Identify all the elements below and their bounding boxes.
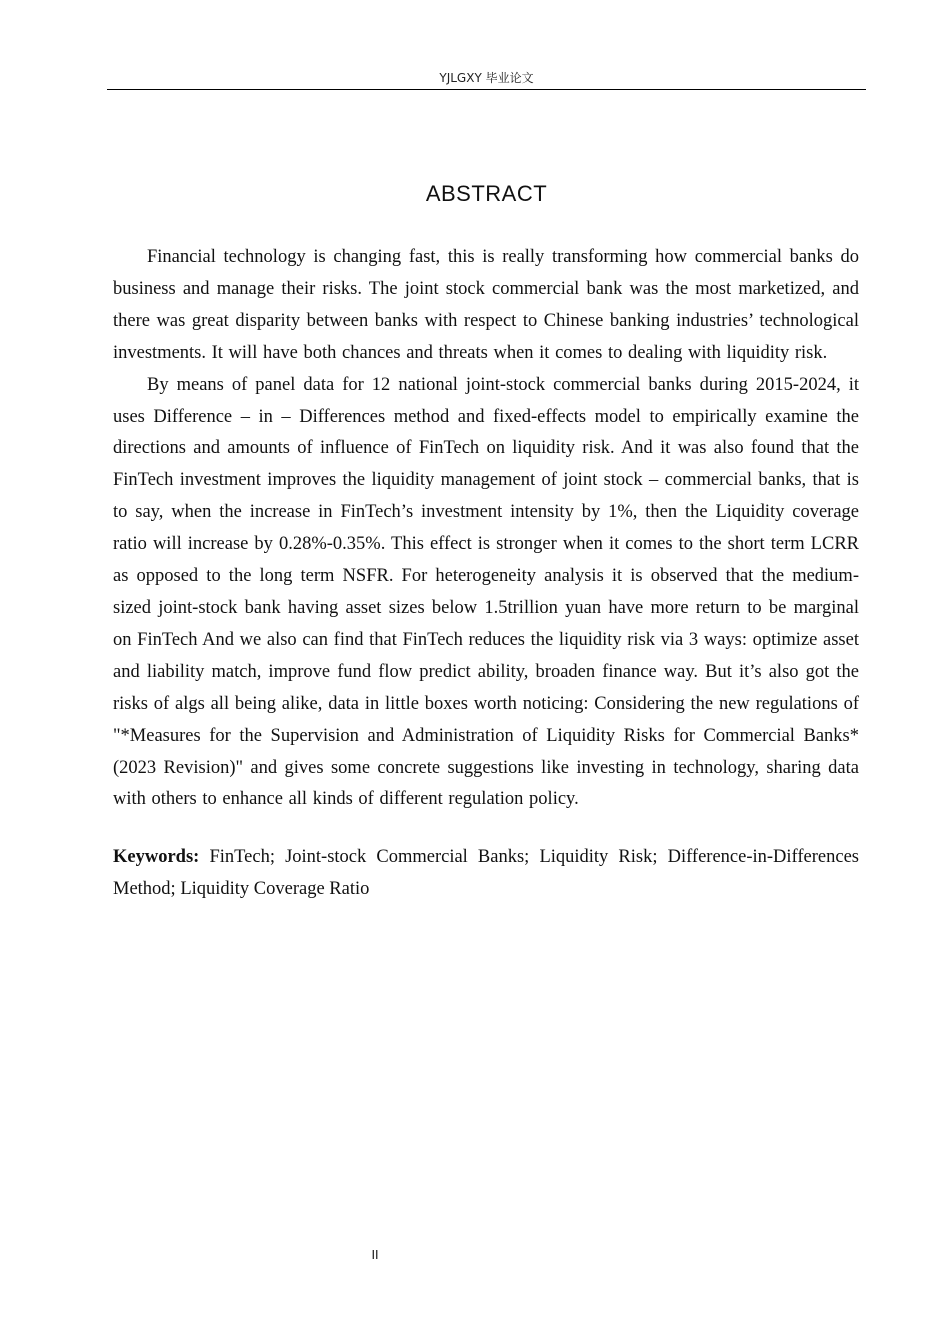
abstract-title: ABSTRACT xyxy=(425,181,548,206)
abstract-body xyxy=(113,242,859,906)
keywords-label: Keywords: xyxy=(113,847,200,868)
abstract-paragraph-2: By means of panel data for 12 national joint-stock commercial banks during 2015-2024, it uses Difference – in – Differences method and fixed-effects model to empirically examine the directions and amounts of influence of FinTech on liquidity risk. And it was also found that the FinTech investment improves the liquidity management of joint stock – commercial banks, that is to say, when the increase in FinTech’s investment intensity by 1%, then the Liquidity coverage ratio will increase by 0.28%-0.35%. This effect is stronger when it comes to the short term LCRR as opposed to the long term NSFR. For heterogeneity analysis it is observed that the medium-sized joint-stock bank having asset sizes below 1.5trillion yuan have more return to be marginal on FinTech And we also can find that FinTech reduces the liquidity risk via 3 ways: optimize asset and liability match, improve fund flow predict ability, broaden finance way. But it’s also got the risks of algs all being alike, data in little boxes worth noticing: Considering the new regulations of "*Measures for the Supervision and Administration of Liquidity Risks for Commercial Banks* (2023 Revision)" and gives some concrete suggestions like investing in technology, sharing data with others to enhance all kinds of different regulation policy. xyxy=(113,374,859,810)
keywords-line xyxy=(113,842,859,906)
running-header xyxy=(107,70,866,90)
abstract-paragraph-1: Financial technology is changing fast, this is really transforming how commercial banks do business and manage their risks. The joint stock commercial bank was the most marketized, and there was great disparity between banks with respect to Chinese banking industries’ technological investments. It will have both chances and threats when it comes to dealing with liquidity risk. xyxy=(113,247,859,363)
keywords-text: FinTech; Joint-stock Commercial Banks; Liquidity Risk; Difference-in-Differences Method; Liquidity Coverage Ratio xyxy=(113,847,859,900)
running-header-title: YJLGXY 毕业论文 xyxy=(439,71,534,85)
page-number: II xyxy=(371,1248,379,1262)
